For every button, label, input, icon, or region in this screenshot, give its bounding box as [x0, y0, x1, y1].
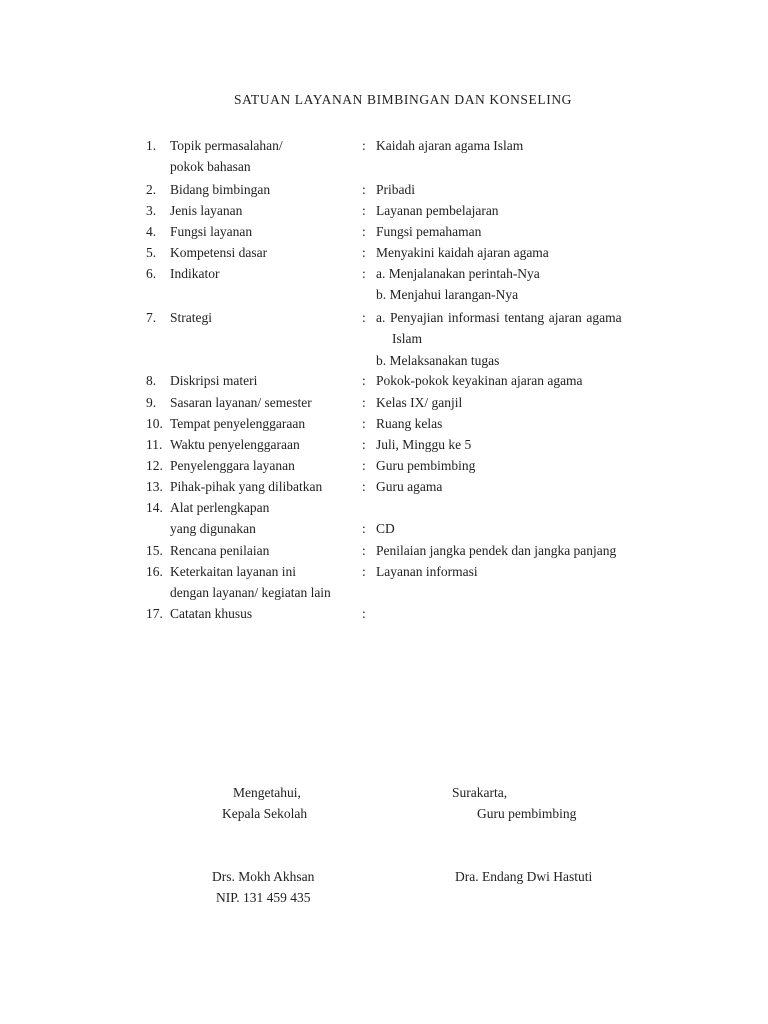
item-row-7-wrap [0, 328, 768, 349]
item-colon: : [362, 521, 366, 536]
signature-right-role: Guru pembimbing [477, 806, 577, 821]
item-colon: : [362, 416, 366, 431]
item-value: Fungsi pemahaman [376, 224, 482, 239]
item-value-cont: b. Menjahui larangan-Nya [376, 287, 519, 302]
item-label: Waktu penyelenggaraan [170, 437, 300, 452]
item-colon: : [362, 245, 366, 260]
item-colon: : [362, 310, 366, 325]
item-number: 6. [146, 266, 157, 281]
item-row-11 [0, 434, 768, 455]
item-colon: : [362, 138, 366, 153]
item-number: 15. [146, 543, 163, 558]
item-number: 16. [146, 564, 163, 579]
item-value: Kaidah ajaran agama Islam [376, 138, 524, 153]
item-row-9 [0, 392, 768, 413]
item-label: Topik permasalahan/ [170, 138, 283, 153]
item-label: Pihak-pihak yang dilibatkan [170, 479, 323, 494]
item-row-4 [0, 221, 768, 242]
item-value: Guru pembimbing [376, 458, 476, 473]
item-label: Strategi [170, 310, 212, 325]
item-colon: : [362, 395, 366, 410]
item-colon: : [362, 182, 366, 197]
item-colon: : [362, 437, 366, 452]
item-colon: : [362, 373, 366, 388]
item-value: Layanan informasi [376, 564, 478, 579]
item-value: Penilaian jangka pendek dan jangka panjang [376, 543, 617, 558]
item-row-7-cont [0, 350, 768, 371]
item-label: Fungsi layanan [170, 224, 253, 239]
item-row-7 [0, 307, 768, 328]
item-number: 3. [146, 203, 157, 218]
item-number: 5. [146, 245, 157, 260]
item-row-6-cont [0, 284, 768, 305]
item-colon: : [362, 479, 366, 494]
item-label: Bidang bimbingan [170, 182, 271, 197]
item-row-3 [0, 200, 768, 221]
item-row-10 [0, 413, 768, 434]
item-row-2 [0, 179, 768, 200]
item-label: Rencana penilaian [170, 543, 270, 558]
signature-left-nip: NIP. 131 459 435 [216, 890, 311, 905]
item-colon: : [362, 606, 366, 621]
item-number: 2. [146, 182, 157, 197]
item-row-13 [0, 476, 768, 497]
item-label: Jenis layanan [170, 203, 243, 218]
item-number: 1. [146, 138, 157, 153]
item-value: Guru agama [376, 479, 443, 494]
item-label: Kompetensi dasar [170, 245, 268, 260]
item-label: Catatan khusus [170, 606, 253, 621]
item-row-14-cont [0, 518, 768, 539]
item-label: Diskripsi materi [170, 373, 258, 388]
item-number: 17. [146, 606, 163, 621]
signature-left-name: Drs. Mokh Akhsan [212, 869, 315, 884]
signature-left-acknowledge: Mengetahui, [233, 785, 301, 800]
item-row-5 [0, 242, 768, 263]
item-value: Juli, Minggu ke 5 [376, 437, 472, 452]
signature-right-place: Surakarta, [452, 785, 508, 800]
item-value: Pribadi [376, 182, 415, 197]
item-row-14 [0, 497, 768, 518]
signature-left-role: Kepala Sekolah [222, 806, 308, 821]
item-value-wrap: Islam [392, 331, 422, 346]
signature-right-name: Dra. Endang Dwi Hastuti [455, 869, 593, 884]
item-label: Tempat penyelenggaraan [170, 416, 306, 431]
item-label: Alat perlengkapan [170, 500, 270, 515]
item-colon: : [362, 543, 366, 558]
item-number: 7. [146, 310, 157, 325]
item-colon: : [362, 458, 366, 473]
item-value: Menyakini kaidah ajaran agama [376, 245, 549, 260]
item-number: 8. [146, 373, 157, 388]
item-label-cont: dengan layanan/ kegiatan lain [170, 585, 331, 600]
item-label-cont: yang digunakan [170, 521, 256, 536]
item-number: 14. [146, 500, 163, 515]
item-number: 10. [146, 416, 163, 431]
item-number: 9. [146, 395, 157, 410]
item-number: 13. [146, 479, 163, 494]
item-value: a. Menjalanakan perintah-Nya [376, 266, 540, 281]
item-row-16 [0, 561, 768, 582]
item-colon: : [362, 266, 366, 281]
item-label: Sasaran layanan/ semester [170, 395, 312, 410]
item-row-6 [0, 263, 768, 284]
item-number: 12. [146, 458, 163, 473]
item-row-12 [0, 455, 768, 476]
item-colon: : [362, 203, 366, 218]
item-number: 4. [146, 224, 157, 239]
item-value: a. Penyajian informasi tentang ajaran agama [376, 310, 622, 325]
item-label: Penyelenggara layanan [170, 458, 295, 473]
item-row-15 [0, 540, 768, 561]
document-title: SATUAN LAYANAN BIMBINGAN DAN KONSELING [233, 92, 573, 107]
item-row-1-cont [0, 156, 768, 177]
item-label: Indikator [170, 266, 220, 281]
item-value: Ruang kelas [376, 416, 443, 431]
item-label: Keterkaitan layanan ini [170, 564, 296, 579]
item-colon: : [362, 564, 366, 579]
item-value-cont: b. Melaksanakan tugas [376, 353, 500, 368]
item-row-16-cont [0, 582, 768, 603]
item-value: Pokok-pokok keyakinan ajaran agama [376, 373, 583, 388]
item-row-1 [0, 135, 768, 156]
item-number: 11. [146, 437, 163, 452]
item-row-8 [0, 370, 768, 391]
item-row-17 [0, 603, 768, 624]
item-value: Kelas IX/ ganjil [376, 395, 463, 410]
item-value: CD [376, 521, 395, 536]
item-value: Layanan pembelajaran [376, 203, 499, 218]
item-label-cont: pokok bahasan [170, 159, 251, 174]
item-colon: : [362, 224, 366, 239]
